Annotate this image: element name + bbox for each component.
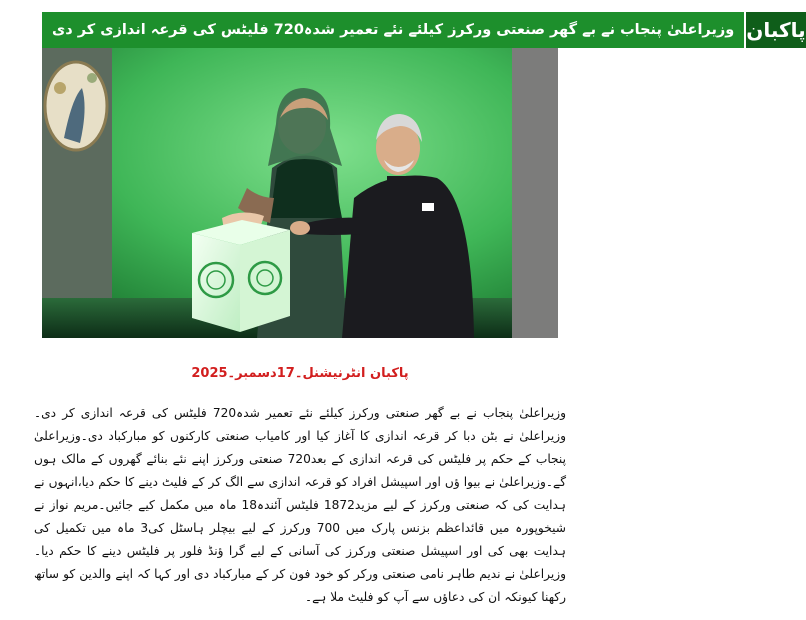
dateline: پاکبان انٹرنیشنل۔17دسمبر۔2025 (191, 366, 409, 381)
brand-logo: پاکبان (744, 12, 805, 48)
ballot-cube (192, 220, 290, 332)
headline-title: وزیراعلیٰ پنجاب نے بے گھر صنعتی ورکرز کیلئے نئے تعمیر شدہ720 فلیٹس کی قرعہ اندازی کر دی (42, 12, 744, 48)
article-body: وزیراعلیٰ پنجاب نے بے گھر صنعتی ورکرز کیلئے نئے تعمیر شدہ720 فلیٹس کی قرعہ اندازی کر دی۔وزیراعلیٰ نے بٹن دبا کر قرعہ اندازی کا آغاز کیا اور کامیاب صنعتی کارکنوں کو مبارکباد دی۔وزیراعلیٰ پنجاب کے حکم پر فلیٹس کی قرعہ اندازی کے بعد720 صنعتی ورکرز اپنے نئے بنائے گھروں کے مالک ہوں گے۔وزیراعلیٰ نے بیوا ؤں اور اسپیشل افراد کو قرعہ اندازی سے الگ کر کے فلیٹ دینے کا حکم دیا،انہوں نے ہدایت کی کہ صنعتی ورکرز کے لیے مزید1872 فلیٹس آئندہ18 ماہ میں مکمل کیے جائیں۔مریم نواز نے شیخوپورہ میں قائداعظم بزنس پارک میں 700 ورکرز کے لیے بیچلر ہاسٹل کی3 ماہ میں تکمیل کی ہدایت بھی کی اور اسپیشل صنعتی ورکرز کی آسانی کے لیے گرا ؤنڈ فلور پر فلیٹس دینے کا حکم دیا۔وزیراعلیٰ نے ندیم طاہر نامی صنعتی ورکر کو خود فون کر کے مبارکباد دی اور کہا کہ اپنے والدین کو ساتھ رکھنا کیونکہ ان کی دعاؤں سے آپ کو فلیٹ ملا ہے۔ (34, 406, 567, 604)
headline-banner (42, 12, 806, 48)
photo-illustration (42, 48, 558, 338)
news-photo (42, 48, 558, 338)
